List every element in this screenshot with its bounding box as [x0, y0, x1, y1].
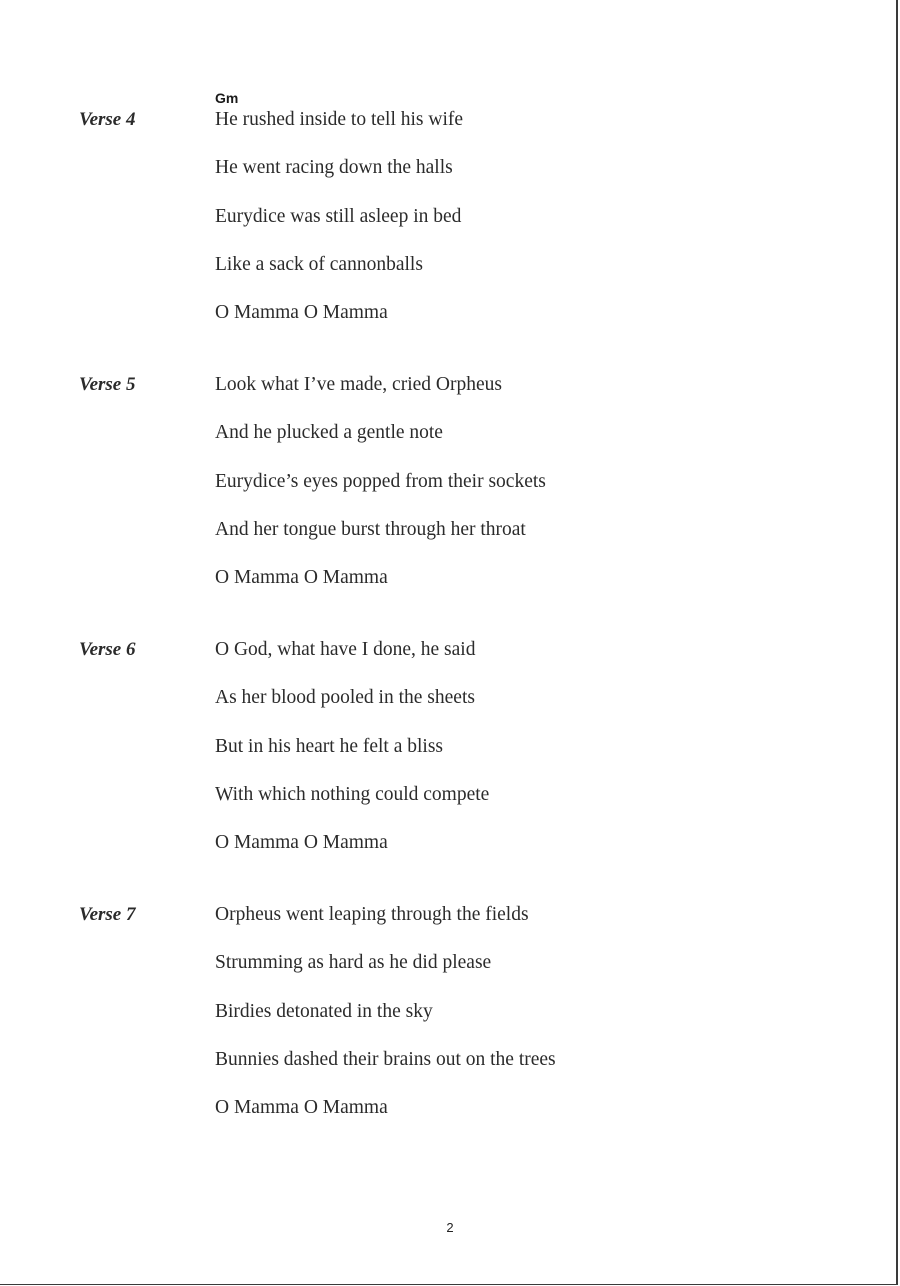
lyric-line: And her tongue burst through her throat [215, 518, 526, 540]
verse-label: Verse 6 [79, 639, 136, 660]
lyric-line: Bunnies dashed their brains out on the trees [215, 1048, 556, 1070]
lyric-line: O Mamma O Mamma [215, 567, 388, 589]
lyric-line: O Mamma O Mamma [215, 1097, 388, 1119]
lyric-lines [215, 903, 556, 1144]
lyric-lines [215, 108, 463, 349]
lyric-line: O Mamma O Mamma [215, 302, 388, 324]
lyric-line: Eurydice’s eyes popped from their sockets [215, 470, 546, 492]
lyric-lines [215, 638, 489, 879]
page-number [0, 1220, 898, 1235]
lyric-line: O Mamma O Mamma [215, 832, 388, 854]
verse-label: Verse 5 [79, 374, 136, 395]
lyric-line: With which nothing could compete [215, 783, 490, 805]
lyric-lines [215, 373, 546, 614]
lyric-line: Strumming as hard as he did please [215, 952, 492, 974]
lyric-line: Like a sack of cannonballs [215, 253, 423, 275]
lyric-line: As her blood pooled in the sheets [215, 687, 475, 709]
lyric-line: Eurydice was still asleep in bed [215, 205, 462, 227]
chord-symbol: Gm [215, 90, 239, 106]
lyric-line: And he plucked a gentle note [215, 422, 443, 444]
page-number-text: 2 [446, 1220, 454, 1235]
verse-label: Verse 7 [79, 904, 136, 925]
lyric-line: He rushed inside to tell his wife [215, 109, 464, 130]
lyric-line: Look what I’ve made, cried Orpheus [215, 374, 502, 395]
lyric-line: He went racing down the halls [215, 157, 453, 179]
lyric-line: Birdies detonated in the sky [215, 1000, 433, 1022]
verse-label: Verse 4 [79, 109, 136, 130]
lyric-line: Orpheus went leaping through the fields [215, 904, 529, 925]
lyric-line: But in his heart he felt a bliss [215, 735, 444, 757]
lyric-line: O God, what have I done, he said [215, 639, 476, 660]
